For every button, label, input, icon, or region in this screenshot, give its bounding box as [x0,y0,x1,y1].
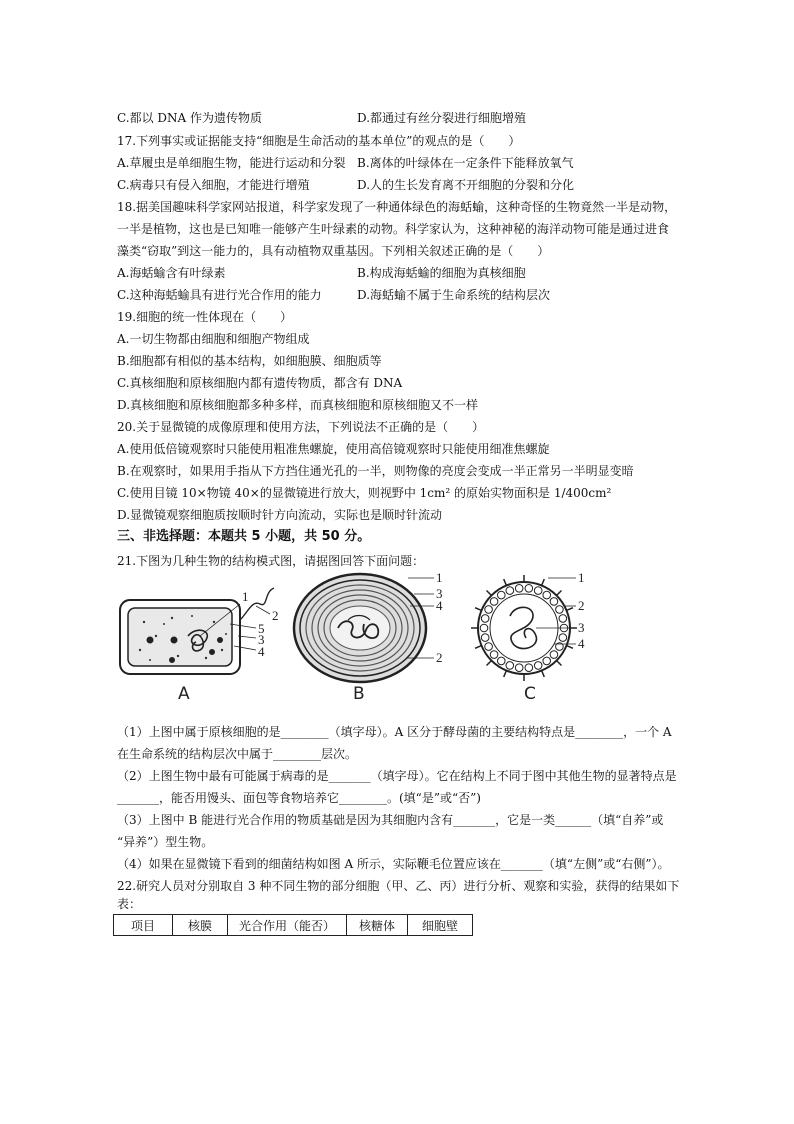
fig-a-label: 2 [272,608,279,623]
section-3-heading: 三、非选择题：本题共 5 小题，共 50 分。 [117,529,371,544]
capsomere-bead [525,664,533,672]
capsomere-bead [485,606,493,614]
figure-c-virus [462,566,602,686]
virus-spike [542,670,545,676]
capsomere-bead [481,615,489,623]
q17-option-d: D.人的生长发育离不开细胞的分裂和分化 [357,178,575,192]
q21-part2-line1: （2）上图生物中最有可能属于病毒的是_______（填字母）。它在结构上不同于图中其他生物的显著特点是 [117,769,677,783]
capsomere-bead [550,598,558,606]
q17-stem: 17.下列事实或证据能支持“细胞是生命活动的基本单位”的观点的是（ ） [117,134,521,148]
table-header-cell: 核膜 [173,915,228,936]
q21-part1-line1: （1）上图中属于原核细胞的是________（填字母）。A 区分于酵母菌的主要结构特点是________，一个 A [117,725,672,739]
q22-results-table [113,914,473,936]
table-header-cell: 核糖体 [347,915,408,936]
q18-stem-line1: 18.据美国趣味科学家网站报道，科学家发现了一种通体绿色的海蛞蝓，这种奇怪的生物竟然一半是动物， [117,200,677,214]
q17-option-b: B.离体的叶绿体在一定条件下能释放氧气 [357,156,574,170]
q18-option-d: D.海蛞蝓不属于生命系统的结构层次 [357,288,551,302]
q18-stem-line2: 一半是植物，这也是已知唯一能够产生叶绿素的动物。科学家认为，这种神秘的海洋动物可能是通过进食 [117,222,670,236]
table-header-cell: 项目 [114,915,173,936]
capsomere-bead [559,634,567,642]
q19-stem: 19.细胞的统一性体现在（ ） [117,310,293,324]
q21-stem: 21.下图为几种生物的结构模式图，请据图回答下面问题： [117,554,425,568]
q21-part3-line1: （3）上图中 B 能进行光合作用的物质基础是因为其细胞内含有_______，它是一类______（填“自养”或 [117,813,664,827]
table-header-cell: 细胞壁 [408,915,473,936]
capsomere-bead [497,591,505,599]
capsomere-bead [534,662,542,670]
fig-a-label: 5 [258,621,265,636]
virus-spike [566,608,572,611]
fig-b-label: 2 [436,650,443,665]
q21-part1-line2: 在生命系统的结构层次中属于________层次。 [117,747,358,761]
q17-option-a: A.草履虫是单细胞生物，能进行运动和分裂 [117,156,346,170]
q18-stem-line3: 藻类“窃取”到这一能力的，具有动植物双重基因。下列相关叙述正确的是（ ） [117,244,550,258]
fig-b-label: 1 [436,570,443,585]
virus-spike [475,646,481,649]
virus-spike [557,661,562,666]
q16-option-c: C.都以 DNA 作为遗传物质 [117,111,262,125]
fig-c-label: 4 [578,636,585,651]
figure-b-caption: B [353,684,365,704]
capsomere-bead [490,598,498,606]
q20-option-b: B.在观察时，如果用手指从下方挡住通光孔的一半，则物像的亮度会变成一半正常另一半明显变暗 [117,464,634,478]
capsomere-bead [485,643,493,651]
capsomere-bead [480,624,488,632]
q21-part4: （4）如果在显微镜下看到的细菌结构如图 A 所示，实际鞭毛位置应该在_______（填“左侧”或“右侧”）。 [117,857,670,871]
capsomere-bead [515,584,523,592]
virus-spike [542,579,545,585]
q19-option-a: A.一切生物都由细胞和细胞产物组成 [117,332,310,346]
capsomere-bead [559,615,567,623]
q16-option-d: D.都通过有丝分裂进行细胞增殖 [357,111,527,125]
q21-part3-line2: “异养”）型生物。 [117,835,214,849]
q20-option-c: C.使用目镜 10×物镜 40×的显微镜进行放大，则视野中 1cm² 的原始实物面积是 1/400cm² [117,486,612,500]
capsomere-bead [490,651,498,659]
q18-option-c: C.这种海蛞蝓具有进行光合作用的能力 [117,288,322,302]
figure-a-caption: A [178,684,190,704]
capsomere-bead [543,657,551,665]
fig-a-label: 4 [258,644,265,659]
fig-c-label: 1 [578,570,585,585]
virus-spike [487,661,492,666]
fig-a-label: 1 [242,589,249,604]
capsomere-bead [506,587,514,595]
q19-option-b: B.细胞都有相似的基本结构，如细胞膜、细胞质等 [117,354,382,368]
capsomere-bead [515,664,523,672]
capsomere-bead [497,657,505,665]
capsomere-bead [550,651,558,659]
fig-b-label: 3 [436,586,443,601]
q18-option-b: B.构成海蛞蝓的细胞为真核细胞 [357,266,526,280]
virus-spike [487,591,492,596]
figure-b-cyanobacterium [290,568,460,686]
virus-spike [504,579,507,585]
q19-option-c: C.真核细胞和原核细胞内都有遗传物质，都含有 DNA [117,376,403,390]
fig-c-label: 3 [578,620,585,635]
virus-spike [475,608,481,611]
q20-option-a: A.使用低倍镜观察时只能使用粗准焦螺旋，使用高倍镜观察时只能使用细准焦螺旋 [117,442,550,456]
table-header-row [114,915,473,936]
fig-b-label: 4 [436,598,443,613]
table-header-cell: 光合作用（能否） [228,915,347,936]
capsomere-bead [525,584,533,592]
capsomere-bead [481,634,489,642]
q18-option-a: A.海蛞蝓含有叶绿素 [117,266,226,280]
virus-spike [566,646,572,649]
q22-stem-line1: 22.研究人员对分别取自 3 种不同生物的部分细胞（甲、乙、丙）进行分析、观察和实验，获得的结果如下 [117,879,680,893]
q20-option-d: D.显微镜观察细胞质按顺时针方向流动，实际也是顺时针流动 [117,508,443,522]
virus-spike [504,670,507,676]
capsomere-bead [543,591,551,599]
fig-c-label: 2 [578,598,585,613]
virus-spike [557,591,562,596]
fig-a-label: 3 [258,632,265,647]
q17-option-c: C.病毒只有侵入细胞，才能进行增殖 [117,178,310,192]
capsomere-bead [506,662,514,670]
capsomere-bead [534,587,542,595]
q20-stem: 20.关于显微镜的成像原理和使用方法，下列说法不正确的是（ ） [117,420,485,434]
q21-part2-line2: _______，能否用馒头、面包等食物培养它________。(填“是”或“否”) [117,791,481,805]
capsomere-bead [556,606,564,614]
figure-a-bacterium [116,578,286,688]
q22-stem-line2: 表： [117,897,142,911]
q19-option-d: D.真核细胞和原核细胞都多种多样，而真核细胞和原核细胞又不一样 [117,398,479,412]
figure-c-caption: C [524,684,536,704]
